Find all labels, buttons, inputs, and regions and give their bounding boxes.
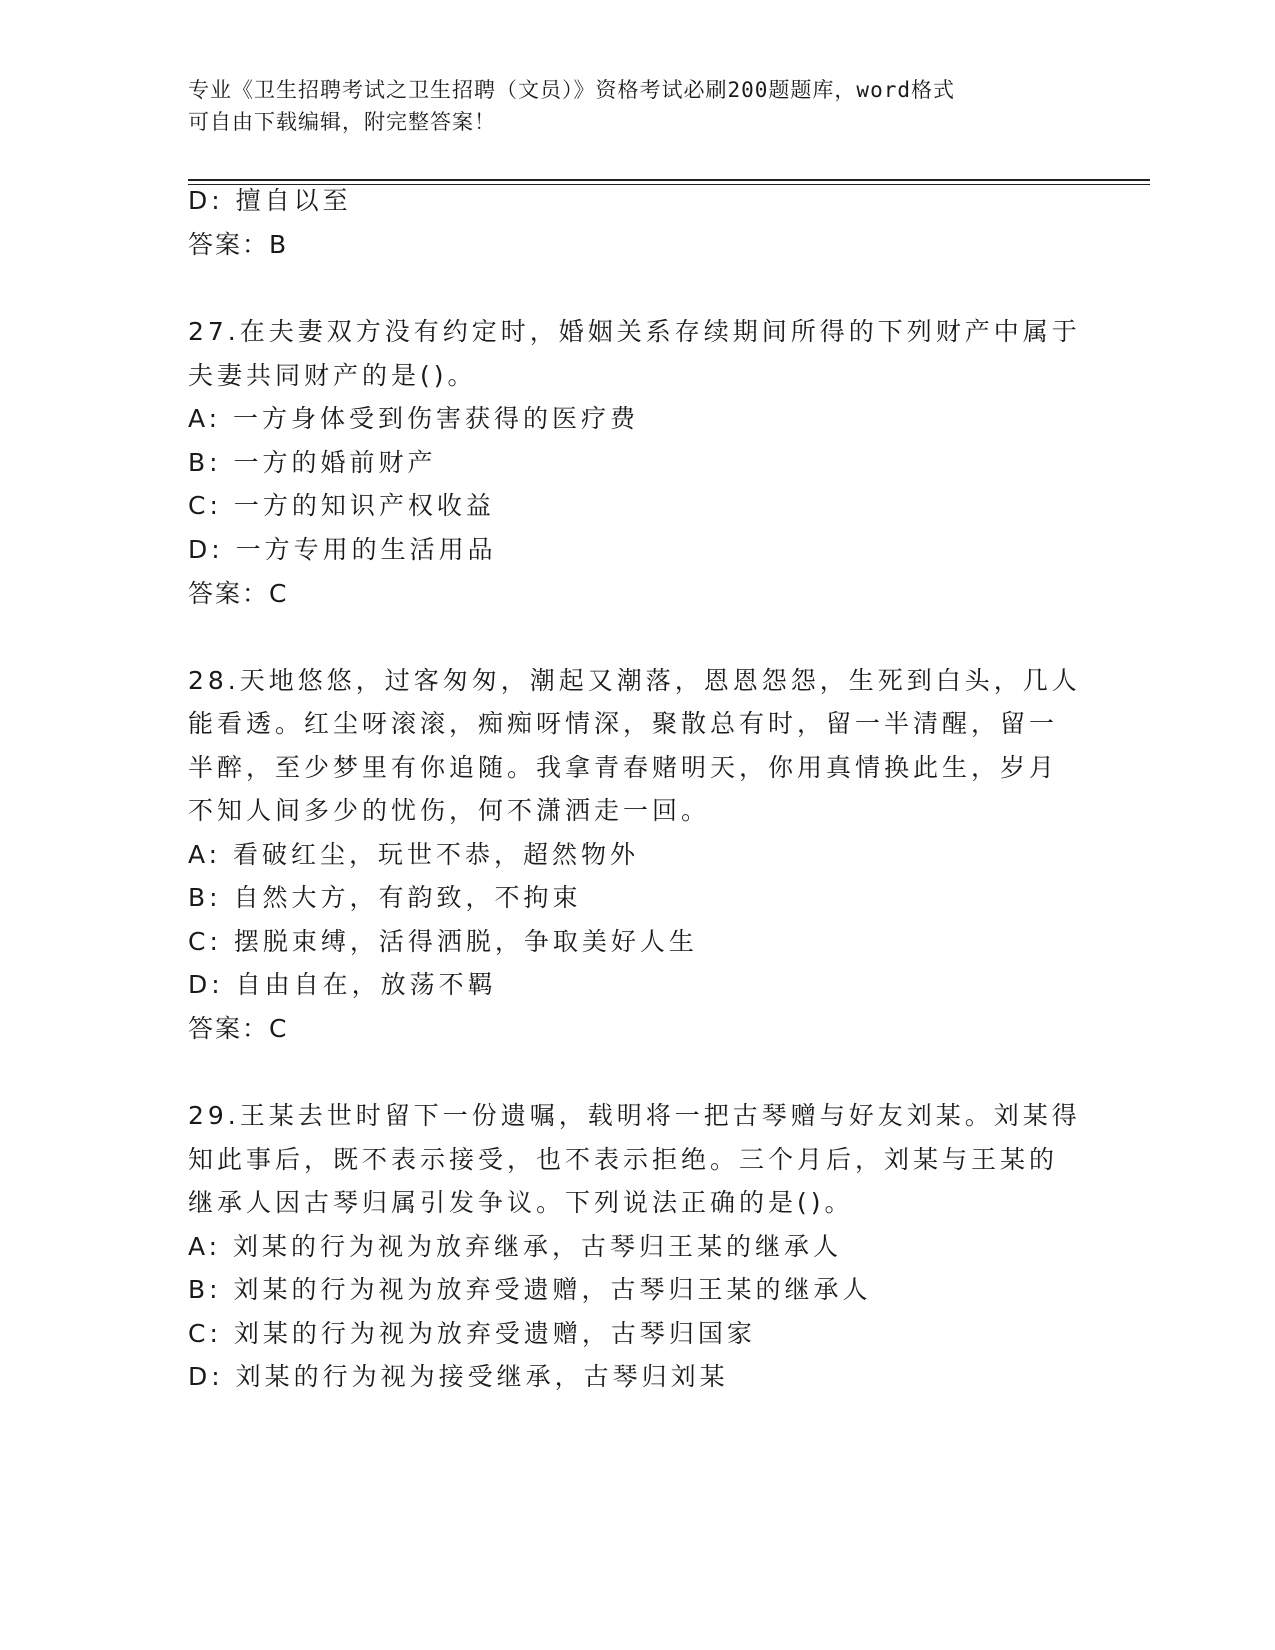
q29-option-c: C: 刘某的行为视为放弃受遗赠，古琴归国家: [188, 1319, 756, 1348]
q29-stem-line-3: 继承人因古琴归属引发争议。下列说法正确的是()。: [188, 1188, 854, 1217]
q28-stem-line-1: 28.天地悠悠，过客匆匆，潮起又潮落，恩恩怨怨，生死到白头，几人: [188, 666, 1081, 695]
prev-option-d: D: 擅自以至: [188, 186, 352, 215]
q29-stem-line-2: 知此事后，既不表示接受，也不表示拒绝。三个月后，刘某与王某的: [188, 1145, 1059, 1174]
q27-option-d: D: 一方专用的生活用品: [188, 535, 497, 564]
q29-option-d: D: 刘某的行为视为接受继承，古琴归刘某: [188, 1362, 729, 1391]
q29-option-a: A: 刘某的行为视为放弃继承，古琴归王某的继承人: [188, 1232, 843, 1261]
q27-answer: 答案：C: [188, 579, 289, 608]
q27-stem-line-1: 27.在夫妻双方没有约定时，婚姻关系存续期间所得的下列财产中属于: [188, 317, 1081, 346]
q28-option-c: C: 摆脱束缚，活得洒脱，争取美好人生: [188, 927, 698, 956]
header-line-2: 可自由下载编辑，附完整答案！: [188, 110, 496, 134]
document-header: [188, 74, 1068, 138]
q27-option-c: C: 一方的知识产权收益: [188, 491, 495, 520]
q29-stem-line-1: 29.王某去世时留下一份遗嘱，载明将一把古琴赠与好友刘某。刘某得: [188, 1101, 1081, 1130]
q28-stem-line-2: 能看透。红尘呀滚滚，痴痴呀情深，聚散总有时，留一半清醒，留一: [188, 709, 1059, 738]
q28-answer: 答案：C: [188, 1014, 289, 1043]
q27-option-b: B: 一方的婚前财产: [188, 448, 437, 477]
q28-stem-line-3: 半醉，至少梦里有你追随。我拿青春赌明天，你用真情换此生，岁月: [188, 753, 1059, 782]
q27-stem-line-2: 夫妻共同财产的是()。: [188, 361, 477, 390]
header-line-1: 专业《卫生招聘考试之卫生招聘（文员）》资格考试必刷200题题库，word格式: [188, 78, 955, 102]
q27-option-a: A: 一方身体受到伤害获得的医疗费: [188, 404, 640, 433]
prev-answer: 答案：B: [188, 230, 289, 259]
q29-option-b: B: 刘某的行为视为放弃受遗赠，古琴归王某的继承人: [188, 1275, 872, 1304]
header-divider-thin: [188, 184, 1150, 185]
q28-option-b: B: 自然大方，有韵致，不拘束: [188, 883, 582, 912]
header-divider-thick: [188, 179, 1150, 181]
q28-option-a: A: 看破红尘，玩世不恭，超然物外: [188, 840, 640, 869]
q28-option-d: D: 自由自在，放荡不羁: [188, 970, 497, 999]
q28-stem-line-4: 不知人间多少的忧伤，何不潇洒走一回。: [188, 796, 711, 825]
